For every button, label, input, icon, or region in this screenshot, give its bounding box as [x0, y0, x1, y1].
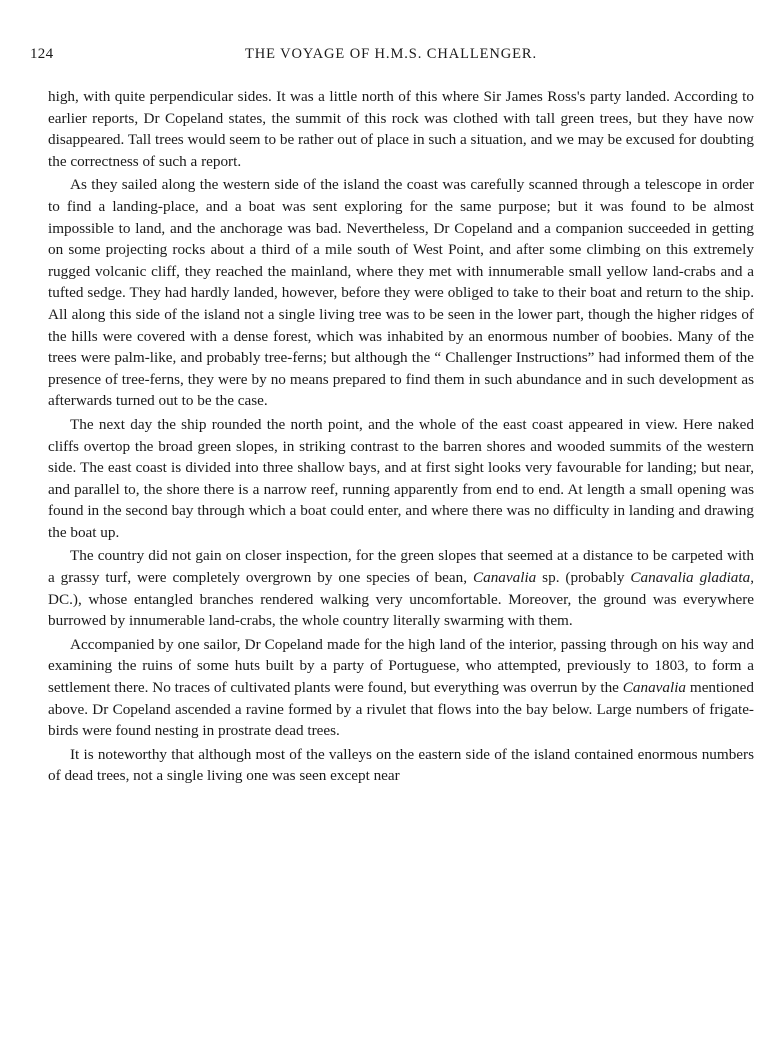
body-text — [48, 86, 754, 787]
running-head — [30, 46, 752, 68]
running-title: THE VOYAGE OF H.M.S. CHALLENGER. — [245, 46, 537, 62]
page-number: 124 — [30, 46, 54, 62]
paragraph-western-side: As they sailed along the western side of the island the coast was carefully scanned through a telescope in order to find a landing-place, and a boat was sent exploring for the same purpose; but it was found to be almost impossible to land, and the anchorage was bad. Nevertheless, Dr Copeland and a companion succeeded in getting on some projecting rocks about a third of a mile south of West Point, and after some climbing on this extremely rugged volcanic cliff, they reached the mainland, where they met with innumerable small yellow land-crabs and a tufted sedge. They had hardly landed, however, before they were obliged to take to their boat and return to the ship. All along this side of the island not a single living tree was to be seen in the lower part, though the higher ridges of the hills were covered with a dense forest, which was inhabited by an enormous number of boobies. Many of the trees were palm-like, and probably tree-ferns; but although the “ Challenger Instructions” had informed them of the presence of tree-ferns, they were by no means prepared to find them in such abundance and in such development as afterwards turned out to be the case. — [48, 176, 754, 410]
text-run: sp. (probably — [536, 569, 631, 587]
italic-taxon: Canavalia — [622, 679, 687, 697]
text-run: The country did not gain on closer inspection, for the green slopes that seemed at a distance to be carpeted with a grassy turf, were completely overgrown by one species of bean, — [48, 547, 754, 587]
text-run: , DC.), whose entangled branches rendered walking very uncomfortable. Moreover, the ground was everywhere burrowed by innumerable land-crabs, the whole country literally swarming with them. — [48, 569, 754, 630]
paragraph-continued: high, with quite perpendicular sides. It was a little north of this where Sir James Ross's party landed. According to earlier reports, Dr Copeland states, the summit of this rock was clothed with tall green trees, but they have now disappeared. Tall trees would seem to be rather out of place in such a situation, and we may be excused for doubting the correctness of such a report. — [48, 88, 754, 170]
paragraph-interior — [48, 634, 754, 742]
paragraph-dead-trees: It is noteworthy that although most of the valleys on the eastern side of the island contained enormous numbers of dead trees, not a single living one was seen except near — [48, 745, 754, 785]
italic-taxon: Canavalia — [472, 569, 537, 587]
italic-taxon: Canavalia gladiata — [630, 569, 751, 587]
text-run: mentioned above. Dr Copeland ascended a ravine formed by a rivulet that flows into the bay below. Large numbers of frigate-birds were found nesting in prostrate dead trees. — [48, 679, 754, 740]
paragraph-east-coast: The next day the ship rounded the north point, and the whole of the east coast appeared in view. Here naked cliffs overtop the broad green slopes, in striking contrast to the barren shores and wooded summits of the western side. The east coast is divided into three shallow bays, and at first sight looks very favourable for landing; but near, and parallel to, the shore there is a narrow reef, running apparently from end to end. At length a small opening was found in the second bay through which a boat could enter, and where there was no difficulty in landing and drawing the boat up. — [48, 415, 754, 541]
text-run: Accompanied by one sailor, Dr Copeland made for the high land of the interior, passing through on his way and examining the ruins of some huts built by a party of Portuguese, who attempted, previously to 1803, to form a settlement there. No traces of cultivated plants were found, but everything was overrun by the — [48, 635, 754, 697]
paragraph-canavalia — [48, 545, 754, 631]
